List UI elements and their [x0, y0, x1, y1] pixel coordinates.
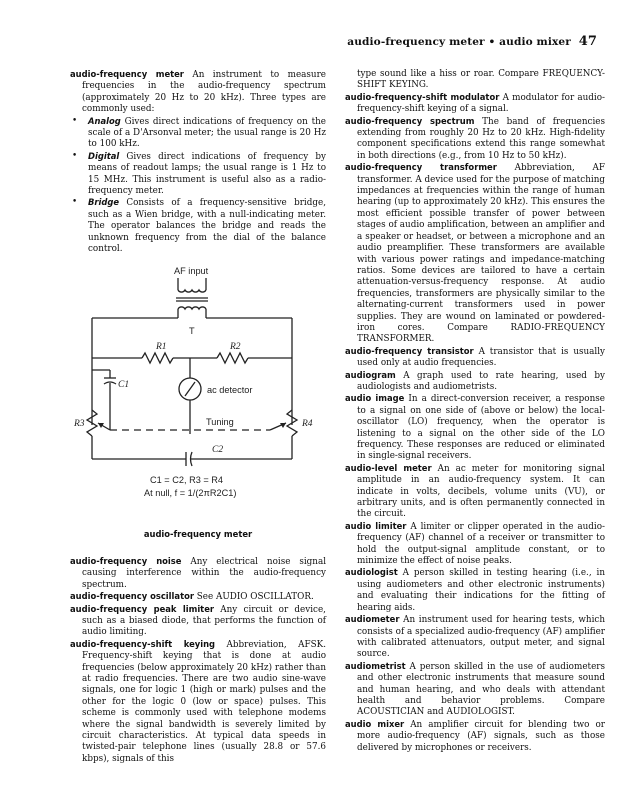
entry-headword: audio-frequency-shift modulator: [345, 91, 500, 102]
entry-headword: audiometer: [345, 614, 400, 625]
bullet-text: Gives direct indications of frequency by means of readout lamps; the usual range is 1 Hz to 15 MHz. This instrument is useful also as a radio-frequency meter.: [88, 151, 326, 197]
entry-headword: audio-frequency peak limiter: [70, 603, 214, 614]
entry-headword: audio-frequency spectrum: [345, 115, 475, 126]
entry-headword: audio-frequency oscillator: [70, 591, 194, 602]
resistor-r2: [217, 353, 248, 363]
dictionary-entry: [70, 556, 326, 591]
r2-label: R2: [230, 341, 241, 352]
circuit-diagram: [70, 262, 326, 517]
entry-headword: audiologist: [345, 567, 398, 578]
entry-headword: audio-frequency transformer: [345, 162, 497, 173]
r1-label: R1: [156, 341, 167, 352]
entry-definition: A graph used to rate hearing, used by audiologists and audiometrists.: [357, 370, 605, 392]
dictionary-entry: [345, 370, 605, 394]
entry-definition: Abbreviation, AFSK. Frequency-shift keying that is done at audio frequencies (below approximately 20 kHz) rather than at radio frequencies. There are two audio sine-wave signals, one for logic 1 (high or mark) pulses and the other for the logic 0 (low or space) pulses. This scheme is commonly used with telephone modems where the signal bandwidth is severely limited by circuit characteristics. At typical data speeds in twisted-pair telephone lines (usually 28.8 or 57.6 kbps), signals of this: [82, 639, 327, 764]
dictionary-entry: [345, 162, 605, 346]
c1-label: C1: [118, 379, 130, 390]
dictionary-entry: [345, 463, 605, 521]
entry-definition: An ac meter for monitoring signal amplitude in an audio-frequency system. It can indicate in volts, decibels, volume units (VU), or arbitrary units, and is often permanently connected in the circuit.: [357, 463, 605, 520]
continuation-text: type sound like a hiss or roar. Compare FREQUENCY-SHIFT KEYING.: [357, 69, 605, 91]
dictionary-entry: [345, 116, 605, 163]
transformer-secondary: [178, 306, 206, 308]
entry-definition: Any circuit or device, such as a biased diode, that performs the function of audio limiting.: [82, 604, 326, 638]
dictionary-entry: [70, 639, 326, 765]
entry-headword: audio limiter: [345, 520, 407, 531]
bullet-item: • Digital Gives direct indications of frequency by means of readout lamps; the usual range is 1 Hz to 15 MHz. This instrument is useful also as a radio-frequency meter.: [72, 150, 326, 197]
entry-definition: See AUDIO OSCILLATOR.: [196, 592, 314, 603]
entry-definition: A person skilled in the use of audiometers and other electronic instruments that measure sound and human hearing, and who deals with attendant health and behavior problems. Compare ACOUSTICIAN and AUDIOLOGIST.: [357, 661, 605, 718]
dictionary-entry: [345, 346, 605, 370]
entry-definition: An instrument used for hearing tests, which consists of a specialized audio-frequency (AF) amplifier with calibrated attenuators, output meter, and signal source.: [357, 615, 605, 660]
bullet-text: Consists of a frequency-sensitive bridge, such as a Wien bridge, with a null-indicating meter. The operator balances the bridge and reads the unknown frequency from the dial of the balance control.: [88, 198, 326, 255]
tuning-label: Tuning: [206, 416, 234, 427]
dictionary-entry: [345, 521, 605, 568]
entry-continuation: [345, 69, 605, 92]
dictionary-entry: [70, 591, 326, 603]
bullet-item: • Analog Gives direct indications of frequency on the scale of a D'Arsonval meter; the usual range is 20 Hz to 100 kHz.: [72, 115, 327, 150]
entry-definition: A transistor that is usually used only at audio frequencies.: [357, 346, 605, 369]
entry-definition: A modulator for audio-frequency-shift keying of a signal.: [357, 92, 606, 115]
entry-definition: In a direct-conversion receiver, a response to a signal on one side of (above or below) the local-oscillator (LO) frequency, when the operator is listening to a signal on the other side of the LO frequency. These responses are reduced or eliminated in single-signal receivers.: [357, 394, 605, 462]
left-column: [70, 69, 326, 765]
dictionary-entry: [345, 393, 605, 462]
equation-null: At null, f = 1/(2πR2C1): [144, 487, 237, 498]
entry-headword: audio-frequency-shift keying: [70, 638, 216, 649]
entry-headword: audio-frequency noise: [70, 555, 182, 566]
page-number: 47: [578, 34, 597, 49]
entry-headword: audiometrist: [345, 660, 406, 671]
entry-definition: A limiter or clipper operated in the audio-frequency (AF) channel of a receiver or transmitter to hold the output-signal amplitude constant, or to minimize the effect of noise peaks.: [357, 521, 605, 567]
running-header: [347, 34, 597, 49]
entry-headword: audio-frequency meter: [70, 69, 184, 79]
af-input-label: AF input: [174, 265, 209, 276]
dictionary-entry: [70, 604, 326, 639]
dictionary-entry: [345, 719, 605, 754]
entry-definition: The band of frequencies extending from roughly 20 Hz to 20 kHz. High-fidelity component specifications extend this range somewhat in both directions (e.g., from 10 Hz to 50 kHz).: [357, 116, 605, 161]
dictionary-entry: [70, 69, 326, 116]
r4-label: R4: [302, 418, 313, 429]
r3-label: R3: [74, 418, 85, 429]
entry-definition: Abbreviation, AF transformer. A device used for the purpose of matching impedances at frequencies within the range of human hearing (up to approximately 20 kHz). This ensures the most efficient possible transfer of power between stages of audio amplification, between an amplifier and a speaker or headset, or between a microphone and an audio preamplifier. These transformers are available with various power ratings and impedance-matching ratios. Some devices are tailored to have a certain attenuation-versus-frequency response. At audio frequencies, transformers are physically similar to the alternating-current transformers used in power supplies. They are wound on laminated or powdered-iron cores. Compare RADIO-FREQUENCY TRANSFORMER.: [357, 163, 605, 345]
entry-headword: audiogram: [345, 369, 396, 380]
right-column: [345, 69, 605, 754]
entry-headword: audio image: [345, 393, 405, 404]
transformer-label: T: [189, 325, 195, 336]
ac-detector-label: ac detector: [207, 384, 253, 395]
dictionary-entry: [345, 567, 605, 614]
entry-definition: An instrument to measure frequencies in the audio-frequency spectrum (approximately 20 Hz to 20 kHz). Three types are commonly used:: [82, 70, 327, 115]
dictionary-entry: [345, 661, 605, 719]
dictionary-entry: [345, 614, 605, 661]
resistor-r1: [142, 353, 173, 363]
entry-definition: Any electrical noise signal causing interference within the audio-frequency spectrum.: [82, 556, 327, 590]
c2-label: C2: [212, 444, 224, 455]
bullet-term: Digital: [88, 150, 120, 161]
dictionary-entry: [345, 92, 605, 116]
entry-headword: audio-frequency transistor: [345, 345, 474, 356]
bullet-item: • Bridge Consists of a frequency-sensitive bridge, such as a Wien bridge, with a null-indicating meter. The operator balances the bridge and reads the unknown frequency from the dial of the balance control.: [72, 197, 326, 255]
header-title: audio-frequency meter • audio mixer: [347, 36, 571, 48]
entry-headword: audio mixer: [345, 718, 405, 729]
equation-components: C1 = C2, R3 = R4: [150, 474, 224, 485]
entry-headword: audio-level meter: [345, 462, 432, 473]
bullet-term: Bridge: [88, 197, 120, 208]
entry-definition: An amplifier circuit for blending two or more audio-frequency (AF) signals, such as those delivered by microphones or receivers.: [357, 719, 605, 753]
figure-caption: audio-frequency meter: [143, 528, 253, 539]
transformer-primary: [178, 290, 206, 292]
bullet-text: Gives direct indications of frequency on the scale of a D'Arsonval meter; the usual range is 20 Hz to 100 kHz.: [88, 116, 327, 150]
entry-definition: A person skilled in testing hearing (i.e., in using audiometers and other electronic instruments) and evaluating their indications for the fitting of hearing aids.: [357, 568, 606, 613]
bullet-term: Analog: [88, 115, 121, 126]
